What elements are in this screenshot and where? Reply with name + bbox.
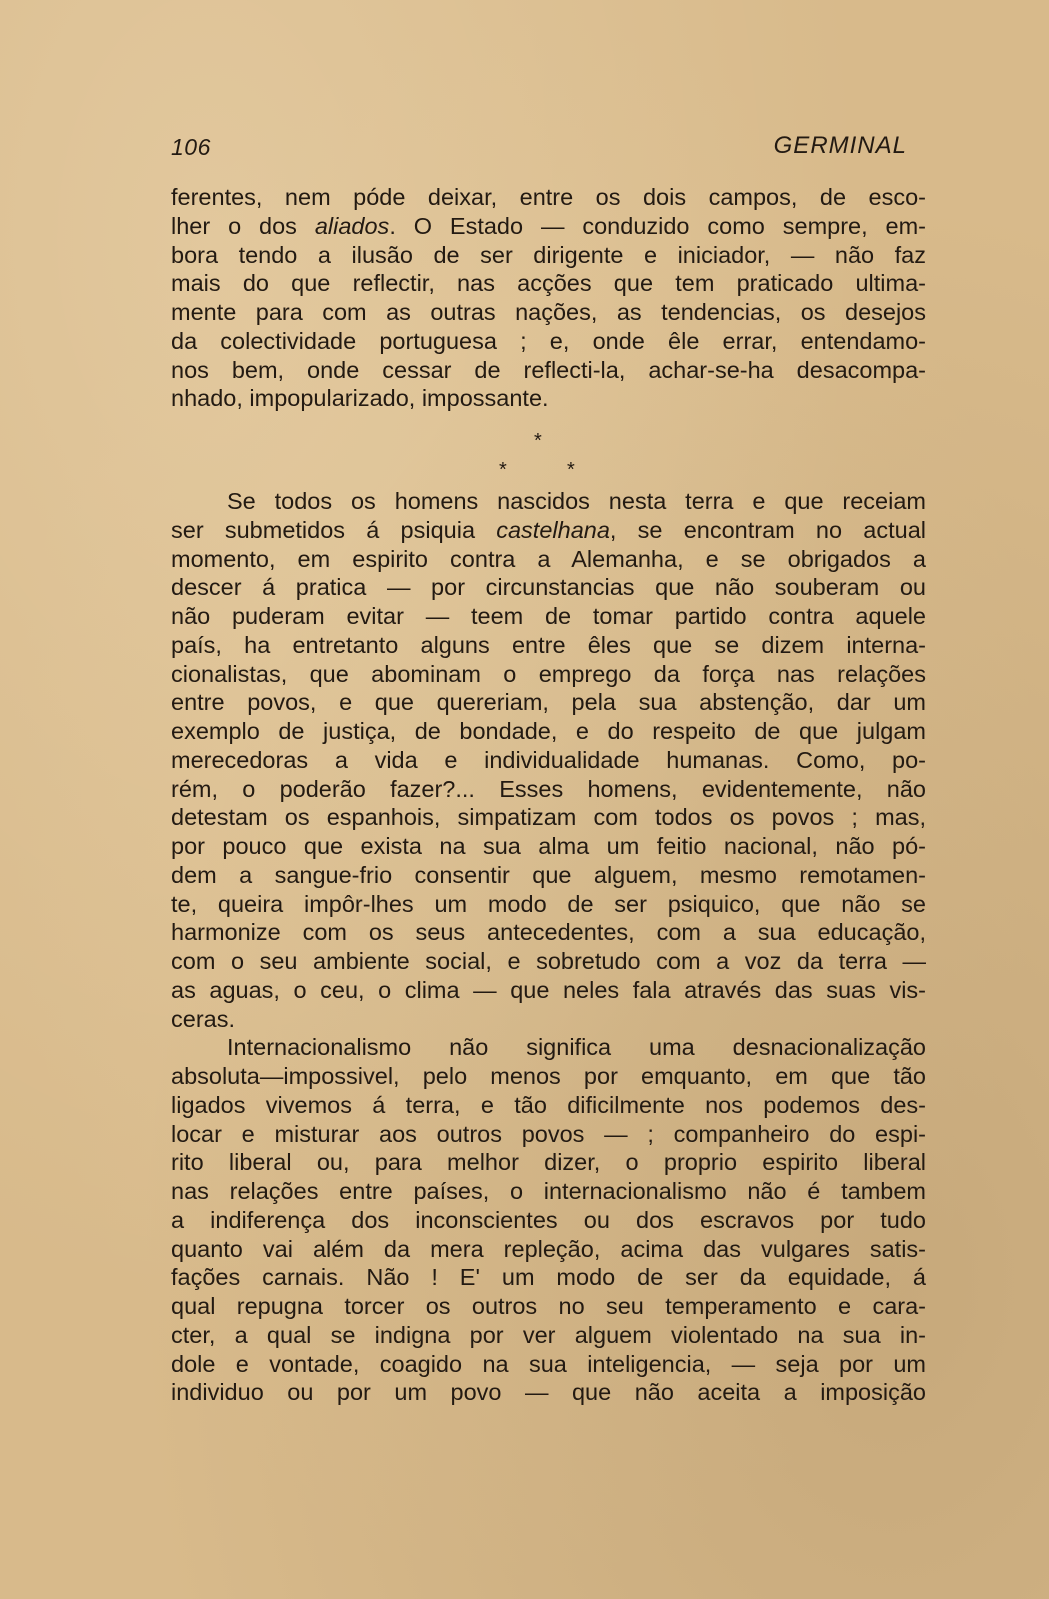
text-line	[171, 212, 926, 241]
paragraph	[171, 487, 926, 1033]
body-text	[171, 183, 926, 1407]
line-fragment: lher o dos	[171, 212, 315, 239]
section-separator	[171, 413, 926, 487]
text-line: cter, a qual se indigna por ver alguem violentado na sua in-	[171, 1321, 926, 1348]
text-line: nos bem, onde cessar de reflecti-la, achar-se-ha desacompa-	[171, 356, 926, 383]
text-line: rém, o poderão fazer?... Esses homens, evidentemente, não	[171, 775, 926, 802]
text-line: Internacionalismo não significa uma desnacionalização	[227, 1034, 926, 1061]
text-line: as aguas, o ceu, o clima — que neles fala através das suas vis-	[171, 976, 926, 1003]
text-line: exemplo de justiça, de bondade, e do respeito de que julgam	[171, 718, 926, 744]
text-line: bora tendo a ilusão de ser dirigente e iniciador, — não faz	[171, 241, 926, 268]
text-line: da colectividade portuguesa ; e, onde êle errar, entendamo-	[171, 327, 926, 354]
text-line: dole e vontade, coagido na sua inteligencia, — seja por um	[171, 1350, 926, 1377]
separator-asterisk: *	[567, 459, 575, 481]
text-line: te, queira impôr-lhes um modo de ser psiquico, que não se	[171, 890, 926, 917]
text-line: detestam os espanhois, simpatizam com todos os povos ; mas,	[171, 804, 926, 831]
text-line: por pouco que exista na sua alma um feitio nacional, não pó-	[171, 833, 926, 859]
running-title: GERMINAL	[773, 132, 907, 159]
italic-word: castelhana	[496, 516, 610, 543]
running-head	[171, 128, 907, 164]
text-line: quanto vai além da mera repleção, acima das vulgares satis-	[171, 1235, 926, 1262]
paragraph	[171, 183, 926, 413]
text-line: fações carnais. Não ! E' um modo de ser da equidade, á	[171, 1264, 926, 1291]
text-line: a indiferença dos inconscientes ou dos escravos por tudo	[171, 1206, 926, 1233]
text-line: rito liberal ou, para melhor dizer, o proprio espirito liberal	[171, 1149, 926, 1176]
text-line: cionalistas, que abominam o emprego da força nas relações	[171, 660, 926, 687]
text-line: não puderam evitar — teem de tomar partido contra aquele	[171, 603, 926, 629]
line-fragment: . O Estado — conduzido como sempre, em-	[389, 212, 926, 239]
italic-word: aliados	[314, 212, 390, 239]
text-line	[171, 516, 926, 545]
text-line: entre povos, e que quereriam, pela sua abstenção, dar um	[171, 689, 926, 716]
text-line: qual repugna torcer os outros no seu temperamento e cara-	[171, 1293, 926, 1319]
separator-asterisk: *	[534, 430, 542, 452]
line-fragment: , se encontram no actual	[609, 516, 926, 543]
text-line: dem a sangue-frio consentir que alguem, mesmo remotamen-	[171, 861, 926, 888]
text-line: absoluta—impossivel, pelo menos por emquanto, em que tão	[171, 1063, 926, 1089]
text-line: mente para com as outras nações, as tendencias, os desejos	[171, 299, 926, 325]
text-line: descer á pratica — por circunstancias que não souberam ou	[171, 574, 926, 601]
text-line: nhado, impopularizado, impossante.	[171, 385, 549, 412]
text-line: individuo ou por um povo — que não aceita a imposição	[171, 1379, 926, 1406]
text-line: mais do que reflectir, nas acções que tem praticado ultima-	[171, 270, 926, 297]
text-line: ligados vivemos á terra, e tão dificilmente nos podemos des-	[171, 1091, 926, 1118]
text-line: país, ha entretanto alguns entre êles que se dizem interna-	[171, 631, 926, 658]
separator-asterisk: *	[499, 459, 507, 481]
text-line: momento, em espirito contra a Alemanha, e se obrigados a	[171, 545, 926, 572]
text-line: Se todos os homens nascidos nesta terra e que receiam	[227, 488, 926, 514]
text-line: ferentes, nem póde deixar, entre os dois campos, de esco-	[171, 184, 926, 210]
page-number: 106	[171, 134, 211, 160]
text-line: com o seu ambiente social, e sobretudo com a voz da terra —	[171, 948, 926, 974]
text-line: merecedoras a vida e individualidade humanas. Como, po-	[171, 746, 926, 773]
line-fragment: ser submetidos á psiquia	[171, 516, 497, 543]
text-line: nas relações entre países, o internacionalismo não é tambem	[171, 1178, 926, 1204]
text-line: locar e misturar aos outros povos — ; companheiro do espi-	[171, 1120, 926, 1147]
text-line: harmonize com os seus antecedentes, com a sua educação,	[171, 919, 926, 946]
paragraph	[171, 1033, 926, 1407]
text-line: ceras.	[171, 1005, 235, 1032]
